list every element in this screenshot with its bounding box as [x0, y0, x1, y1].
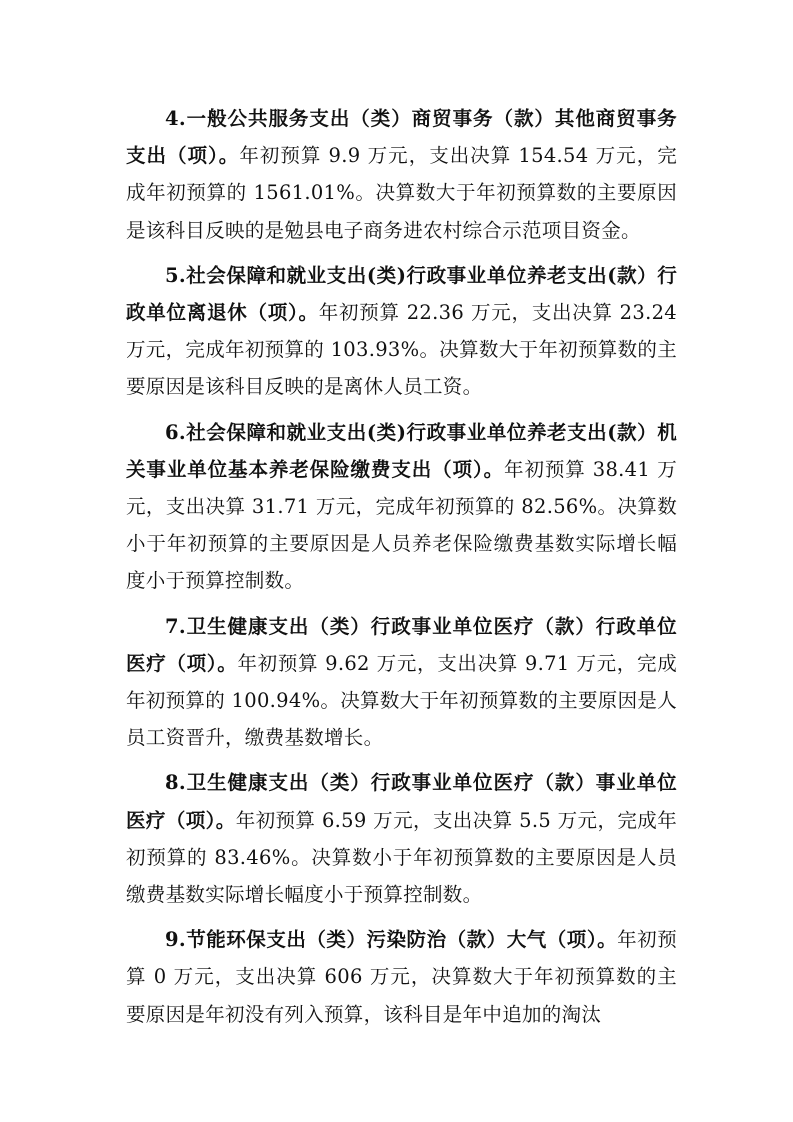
- paragraph-item-6: [126, 414, 677, 600]
- paragraph-body: 年初预算 38.41 万元，支出决算 31.71 万元，完成年初预算的 82.56%。决算数小于年初预算的主要原因是人员养老保险缴费基数实际增长幅度小于预算控制数。: [126, 457, 678, 593]
- paragraph-heading: 8.卫生健康支出（类）行政事业单位医疗（款）事业单位医疗（项）。: [126, 771, 677, 832]
- paragraph-item-7: [126, 608, 677, 757]
- paragraph-body: 年初预算 9.9 万元，支出决算 154.54 万元，完成年初预算的 1561.01%。决算数大于年初预算数的主要原因是该科目反映的是勉县电子商务进农村综合示范项目资金。: [126, 144, 677, 242]
- paragraph-body: 年初预算 6.59 万元，支出决算 5.5 万元，完成年初预算的 83.46%。决算数小于年初预算数的主要原因是人员缴费基数实际增长幅度小于预算控制数。: [126, 808, 677, 907]
- paragraph-item-9: [126, 921, 677, 1033]
- paragraph-body: 年初预算 9.62 万元，支出决算 9.71 万元，完成年初预算的 100.94%。决算数大于年初预算数的主要原因是人员工资晋升，缴费基数增长。: [126, 651, 677, 750]
- paragraph-body: 年初预算 0 万元，支出决算 606 万元，决算数大于年初预算数的主要原因是年初没有列入预算，该科目是年中追加的淘汰: [126, 928, 678, 1026]
- paragraph-heading: 5.社会保障和就业支出(类)行政事业单位养老支出(款）行政单位离退休（项）。: [126, 263, 677, 325]
- paragraph-body: 年初预算 22.36 万元，支出决算 23.24 万元，完成年初预算的 103.93%。决算数大于年初预算数的主要原因是该科目反映的是离休人员工资。: [126, 301, 677, 399]
- paragraph-heading: 6.社会保障和就业支出(类)行政事业单位养老支出(款）机关事业单位基本养老保险缴费支出（项）。: [126, 420, 677, 481]
- paragraph-heading: 9.节能环保支出（类）污染防治（款）大气（项）。: [165, 928, 618, 952]
- paragraph-item-8: [126, 764, 677, 913]
- paragraph-item-5: [126, 257, 677, 406]
- paragraph-heading: 7.卫生健康支出（类）行政事业单位医疗（款）行政单位医疗（项）。: [126, 614, 677, 675]
- paragraph-heading: 4.一般公共服务支出（类）商贸事务（款）其他商贸事务支出（项）。: [126, 107, 677, 168]
- paragraph-item-4: [126, 100, 677, 249]
